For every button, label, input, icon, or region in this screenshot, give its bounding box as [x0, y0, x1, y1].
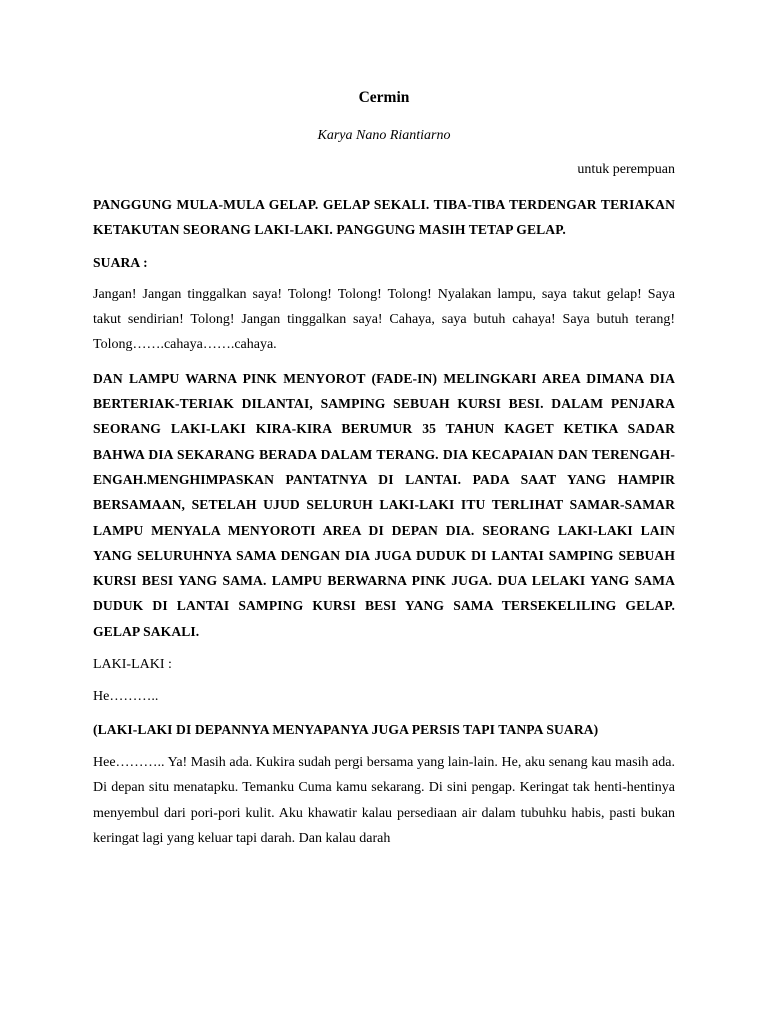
document-dedication: untuk perempuan: [577, 162, 675, 177]
dialogue-hee: Hee……….. Ya! Masih ada. Kukira sudah pergi bersama yang lain-lain. He, aku senang kau masih ada. Di depan situ menatapku. Temanku Cuma kamu sekarang. Di sini pengap. Keringat tak henti-hentinya menyembul dari pori-pori kulit. Aku khawatir kalau persediaan air dalam tubuhku habis, pasti bukan keringat lagi yang keluar tapi darah. Dan kalau darah: [93, 754, 675, 846]
stage-direction-opening: PANGGUNG MULA-MULA GELAP. GELAP SEKALI. TIBA-TIBA TERDENGAR TERIAKAN KETAKUTAN SEORANG LAKI-LAKI. PANGGUNG MASIH TETAP GELAP.: [93, 197, 675, 238]
document-page: [93, 88, 675, 851]
stage-direction-lights: DAN LAMPU WARNA PINK MENYOROT (FADE-IN) MELINGKARI AREA DIMANA DIA BERTERIAK-TERIAK DILANTAI, SAMPING SEBUAH KURSI BESI. DALAM PENJARA SEORANG LAKI-LAKI KIRA-KIRA BERUMUR 35 TAHUN KAGET KETIKA SADAR BAHWA DIA SEKARANG BERADA DALAM TERANG. DIA KECAPAIAN DAN TERENGAH-ENGAH.MENGHIMPASKAN PANTATNYA DI LANTAI. PADA SAAT YANG HAMPIR BERSAMAAN, SETELAH UJUD SELURUH LAKI-LAKI ITU TERLIHAT SAMAR-SAMAR LAMPU MENYALA MENYOROTI AREA DI DEPAN DIA. SEORANG LAKI-LAKI LAIN YANG SELURUHNYA SAMA DENGAN DIA JUGA DUDUK DI LANTAI SAMPING SEBUAH KURSI BESI YANG SAMA. LAMPU BERWARNA PINK JUGA. DUA LELAKI YANG SAMA DUDUK DI LANTAI SAMPING KURSI BESI YANG SAMA TERSEKELILING GELAP. GELAP SAKALI.: [93, 370, 675, 639]
document-author: Karya Nano Riantiarno: [317, 128, 451, 143]
dialogue-he: He………..: [93, 689, 159, 705]
speaker-label-laki-laki: LAKI-LAKI :: [93, 657, 172, 673]
dialogue-suara: Jangan! Jangan tinggalkan saya! Tolong! Tolong! Tolong! Nyalakan lampu, saya takut gelap! Saya takut sendirian! Tolong! Jangan tinggalkan saya! Cahaya, saya butuh cahaya! Saya butuh terang! Tolong…….cahaya…….cahaya.: [93, 286, 675, 353]
document-title: Cermin: [358, 89, 410, 106]
stage-direction-greeting: (LAKI-LAKI DI DEPANNYA MENYAPANYA JUGA PERSIS TAPI TANPA SUARA): [93, 721, 599, 737]
speaker-label-suara: SUARA :: [93, 254, 148, 270]
